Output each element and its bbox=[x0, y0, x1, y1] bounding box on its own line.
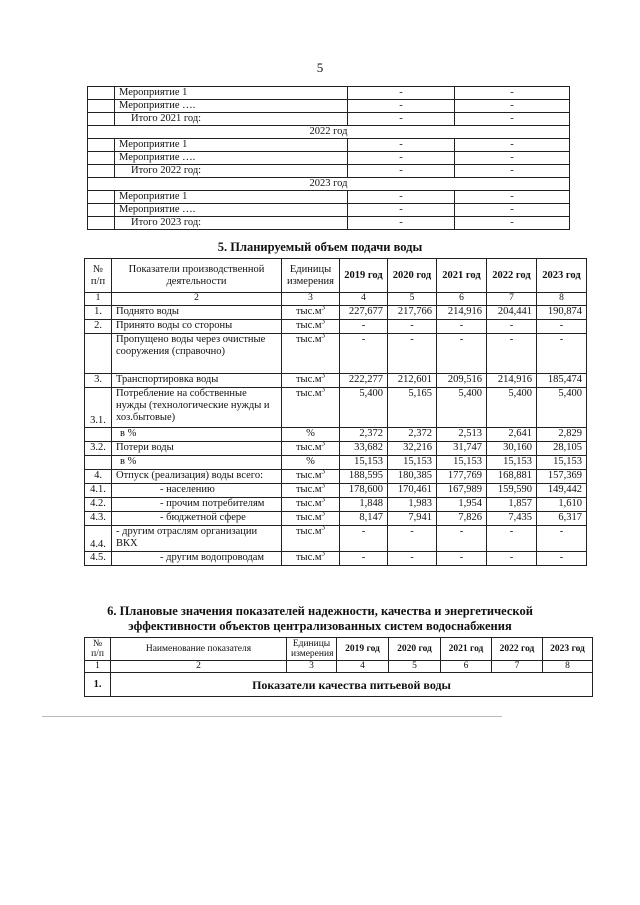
row-value: 167,989 bbox=[437, 484, 487, 498]
row-value: 5,400 bbox=[340, 388, 388, 428]
col-header-year: 2019 год bbox=[337, 638, 389, 661]
row-value: 180,385 bbox=[388, 470, 437, 484]
col-index: 7 bbox=[487, 293, 537, 306]
row-value: 188,595 bbox=[340, 470, 388, 484]
row-value: 5,400 bbox=[487, 388, 537, 428]
row-value: 1,857 bbox=[487, 498, 537, 512]
row-name: Отпуск (реализация) воды всего: bbox=[112, 470, 282, 484]
col-index: 3 bbox=[287, 661, 337, 673]
row-value: 185,474 bbox=[537, 374, 587, 388]
row-value: 8,147 bbox=[340, 512, 388, 526]
section-5-title: 5. Планируемый объем подачи воды bbox=[217, 240, 423, 254]
row-value: - bbox=[348, 204, 455, 217]
table-row bbox=[88, 139, 570, 152]
row-value: - bbox=[348, 87, 455, 100]
year-label: 2022 год bbox=[88, 126, 570, 139]
row-unit bbox=[282, 388, 340, 428]
col-header-indicator: Показатели производственной деятельности bbox=[112, 259, 282, 293]
index-row bbox=[85, 661, 593, 673]
row-value: 170,461 bbox=[388, 484, 437, 498]
row-value: 6,317 bbox=[537, 512, 587, 526]
row-value: 149,442 bbox=[537, 484, 587, 498]
unit-superscript: 3 bbox=[321, 483, 326, 490]
table-row bbox=[85, 512, 587, 526]
row-unit bbox=[282, 334, 340, 374]
row-value: - bbox=[455, 217, 570, 230]
row-value: 177,769 bbox=[437, 470, 487, 484]
table-row bbox=[85, 552, 587, 566]
unit-superscript: 3 bbox=[321, 373, 326, 380]
row-value: - bbox=[455, 165, 570, 178]
row-value: - bbox=[388, 526, 437, 552]
row-value: - bbox=[437, 320, 487, 334]
row-name: в % bbox=[112, 456, 282, 470]
row-unit bbox=[282, 526, 340, 552]
row-name: - другим отраслям организации ВКХ bbox=[112, 526, 282, 552]
row-unit bbox=[282, 484, 340, 498]
row-value: 28,105 bbox=[537, 442, 587, 456]
table-row bbox=[85, 456, 587, 470]
activities-table bbox=[87, 86, 570, 230]
col-index: 5 bbox=[389, 661, 441, 673]
row-label: Мероприятие 1 bbox=[115, 191, 348, 204]
col-header-units: Единицы измерения bbox=[287, 638, 337, 661]
table-row bbox=[85, 673, 593, 697]
row-value: - bbox=[455, 204, 570, 217]
row-num bbox=[88, 165, 115, 178]
table-row bbox=[88, 165, 570, 178]
row-value: 5,165 bbox=[388, 388, 437, 428]
row-value: 15,153 bbox=[340, 456, 388, 470]
col-header-year: 2023 год bbox=[537, 259, 587, 293]
table-row bbox=[88, 152, 570, 165]
row-value: - bbox=[487, 526, 537, 552]
section-6-title-line2: эффективности объектов централизованных систем водоснабжения bbox=[128, 619, 512, 633]
table-row bbox=[88, 191, 570, 204]
row-unit bbox=[282, 442, 340, 456]
unit-text: % bbox=[306, 428, 315, 439]
row-value: - bbox=[348, 191, 455, 204]
row-value: 15,153 bbox=[487, 456, 537, 470]
table-row bbox=[85, 526, 587, 552]
col-header-num: № п/п bbox=[85, 259, 112, 293]
row-value: - bbox=[455, 152, 570, 165]
row-value: 159,590 bbox=[487, 484, 537, 498]
row-value: 217,766 bbox=[388, 306, 437, 320]
row-unit bbox=[282, 374, 340, 388]
row-value: 1,610 bbox=[537, 498, 587, 512]
row-unit bbox=[282, 552, 340, 566]
row-value: 227,677 bbox=[340, 306, 388, 320]
row-value: - bbox=[455, 100, 570, 113]
unit-text: тыс.м bbox=[295, 442, 322, 453]
row-num bbox=[88, 217, 115, 230]
row-value: 212,601 bbox=[388, 374, 437, 388]
col-index: 1 bbox=[85, 661, 111, 673]
table-row bbox=[88, 217, 570, 230]
row-name: в % bbox=[112, 428, 282, 442]
row-num: 4.3. bbox=[85, 512, 112, 526]
unit-text: тыс.м bbox=[295, 552, 322, 563]
row-value: - bbox=[348, 152, 455, 165]
row-value: - bbox=[340, 320, 388, 334]
row-name: Пропущено воды через очистные сооружения (справочно) bbox=[112, 334, 282, 374]
table-row bbox=[85, 484, 587, 498]
row-label: Итого 2023 год: bbox=[115, 217, 348, 230]
col-header-units: Единицы измерения bbox=[282, 259, 340, 293]
row-num: 3. bbox=[85, 374, 112, 388]
col-header-year: 2021 год bbox=[441, 638, 492, 661]
col-index: 2 bbox=[112, 293, 282, 306]
row-unit bbox=[282, 428, 340, 442]
row-num: 4.4. bbox=[85, 526, 112, 552]
unit-text: тыс.м bbox=[295, 320, 322, 331]
year-row bbox=[88, 126, 570, 139]
unit-text: тыс.м bbox=[295, 388, 322, 399]
row-value: - bbox=[437, 552, 487, 566]
row-value: - bbox=[348, 113, 455, 126]
row-value: 2,641 bbox=[487, 428, 537, 442]
table-row bbox=[85, 428, 587, 442]
row-value: 7,826 bbox=[437, 512, 487, 526]
row-value: 2,372 bbox=[388, 428, 437, 442]
row-unit bbox=[282, 470, 340, 484]
table-header-row bbox=[85, 638, 593, 661]
row-value: 1,983 bbox=[388, 498, 437, 512]
table-row bbox=[88, 113, 570, 126]
col-header-year: 2023 год bbox=[543, 638, 593, 661]
water-supply-table bbox=[84, 258, 587, 566]
col-index: 4 bbox=[337, 661, 389, 673]
row-value: - bbox=[455, 191, 570, 204]
row-label: Мероприятие …. bbox=[115, 204, 348, 217]
table-row bbox=[85, 442, 587, 456]
row-label: Мероприятие …. bbox=[115, 152, 348, 165]
row-value: - bbox=[348, 139, 455, 152]
unit-text: тыс.м bbox=[295, 306, 322, 317]
unit-superscript: 3 bbox=[321, 551, 326, 558]
row-value: 1,954 bbox=[437, 498, 487, 512]
row-num bbox=[88, 113, 115, 126]
row-value: 5,400 bbox=[537, 388, 587, 428]
row-value: - bbox=[388, 552, 437, 566]
unit-superscript: 3 bbox=[321, 497, 326, 504]
unit-text: тыс.м bbox=[295, 526, 322, 537]
indicators-table bbox=[84, 637, 593, 697]
unit-superscript: 3 bbox=[321, 469, 326, 476]
row-value: - bbox=[348, 217, 455, 230]
row-value: - bbox=[487, 334, 537, 374]
row-num bbox=[88, 152, 115, 165]
table-row bbox=[85, 306, 587, 320]
row-value: 204,441 bbox=[487, 306, 537, 320]
row-unit bbox=[282, 512, 340, 526]
table-row bbox=[85, 374, 587, 388]
row-value: 157,369 bbox=[537, 470, 587, 484]
row-value: - bbox=[437, 334, 487, 374]
year-row bbox=[88, 178, 570, 191]
row-num bbox=[85, 456, 112, 470]
row-value: 209,516 bbox=[437, 374, 487, 388]
row-num bbox=[85, 428, 112, 442]
row-num: 3.2. bbox=[85, 442, 112, 456]
row-name: - населению bbox=[112, 484, 282, 498]
col-index: 4 bbox=[340, 293, 388, 306]
col-header-year: 2022 год bbox=[487, 259, 537, 293]
col-header-year: 2020 год bbox=[388, 259, 437, 293]
row-num: 4.1. bbox=[85, 484, 112, 498]
row-value: - bbox=[455, 113, 570, 126]
year-label: 2023 год bbox=[88, 178, 570, 191]
unit-text: тыс.м bbox=[295, 512, 322, 523]
row-name: - бюджетной сфере bbox=[112, 512, 282, 526]
unit-superscript: 3 bbox=[321, 525, 326, 532]
unit-text: тыс.м bbox=[295, 374, 322, 385]
row-num: 4. bbox=[85, 470, 112, 484]
unit-text: % bbox=[306, 456, 315, 467]
unit-text: тыс.м bbox=[295, 470, 322, 481]
row-value: - bbox=[348, 100, 455, 113]
table-row bbox=[85, 334, 587, 374]
col-index: 5 bbox=[388, 293, 437, 306]
table-row bbox=[85, 320, 587, 334]
row-value: - bbox=[537, 320, 587, 334]
row-value: - bbox=[340, 334, 388, 374]
table-row bbox=[88, 204, 570, 217]
page-number: 5 bbox=[316, 60, 324, 75]
row-value: 1,848 bbox=[340, 498, 388, 512]
row-value: 15,153 bbox=[437, 456, 487, 470]
table-row bbox=[85, 388, 587, 428]
row-num: 1. bbox=[85, 673, 111, 697]
row-label: Мероприятие 1 bbox=[115, 87, 348, 100]
row-value: 7,435 bbox=[487, 512, 537, 526]
row-num: 4.5. bbox=[85, 552, 112, 566]
row-value: 33,682 bbox=[340, 442, 388, 456]
table-row bbox=[88, 87, 570, 100]
row-name: - другим водопроводам bbox=[112, 552, 282, 566]
row-label: Показатели качества питьевой воды bbox=[111, 673, 593, 697]
row-value: - bbox=[388, 334, 437, 374]
unit-superscript: 3 bbox=[321, 333, 326, 340]
row-name: Потери воды bbox=[112, 442, 282, 456]
row-label: Мероприятие …. bbox=[115, 100, 348, 113]
col-index: 7 bbox=[492, 661, 543, 673]
table-row bbox=[85, 470, 587, 484]
col-index: 2 bbox=[111, 661, 287, 673]
row-label: Итого 2021 год: bbox=[115, 113, 348, 126]
unit-superscript: 3 bbox=[321, 511, 326, 518]
row-value: 15,153 bbox=[537, 456, 587, 470]
row-value: - bbox=[487, 320, 537, 334]
row-value: 7,941 bbox=[388, 512, 437, 526]
row-value: - bbox=[487, 552, 537, 566]
row-name: Поднято воды bbox=[112, 306, 282, 320]
index-row bbox=[85, 293, 587, 306]
row-num: 4.2. bbox=[85, 498, 112, 512]
table-header-row bbox=[85, 259, 587, 293]
unit-superscript: 3 bbox=[321, 387, 326, 394]
row-value: - bbox=[340, 526, 388, 552]
row-unit bbox=[282, 320, 340, 334]
row-value: 222,277 bbox=[340, 374, 388, 388]
col-index: 6 bbox=[437, 293, 487, 306]
row-value: 2,513 bbox=[437, 428, 487, 442]
row-value: 2,829 bbox=[537, 428, 587, 442]
row-num: 2. bbox=[85, 320, 112, 334]
col-header-year: 2019 год bbox=[340, 259, 388, 293]
table-row bbox=[88, 100, 570, 113]
row-value: - bbox=[537, 552, 587, 566]
row-value: - bbox=[348, 165, 455, 178]
row-value: 2,372 bbox=[340, 428, 388, 442]
row-value: - bbox=[437, 526, 487, 552]
row-num bbox=[85, 334, 112, 374]
row-num bbox=[88, 191, 115, 204]
row-num bbox=[88, 100, 115, 113]
row-label: Итого 2022 год: bbox=[115, 165, 348, 178]
col-index: 8 bbox=[543, 661, 593, 673]
col-header-num: № п/п bbox=[85, 638, 111, 661]
row-value: - bbox=[537, 526, 587, 552]
col-header-indicator: Наименование показателя bbox=[111, 638, 287, 661]
row-unit bbox=[282, 306, 340, 320]
col-index: 1 bbox=[85, 293, 112, 306]
col-index: 8 bbox=[537, 293, 587, 306]
section-6-title-line1: 6. Плановые значения показателей надежности, качества и энергетической bbox=[107, 604, 533, 618]
row-num bbox=[88, 139, 115, 152]
row-num: 3.1. bbox=[85, 388, 112, 428]
row-value: 30,160 bbox=[487, 442, 537, 456]
row-value: 214,916 bbox=[437, 306, 487, 320]
row-value: 15,153 bbox=[388, 456, 437, 470]
table-row bbox=[85, 498, 587, 512]
unit-superscript: 3 bbox=[321, 441, 326, 448]
row-num: 1. bbox=[85, 306, 112, 320]
row-num bbox=[88, 204, 115, 217]
col-index: 6 bbox=[441, 661, 492, 673]
row-label: Мероприятие 1 bbox=[115, 139, 348, 152]
row-unit bbox=[282, 456, 340, 470]
unit-text: тыс.м bbox=[295, 334, 322, 345]
row-unit bbox=[282, 498, 340, 512]
row-value: 32,216 bbox=[388, 442, 437, 456]
row-name: - прочим потребителям bbox=[112, 498, 282, 512]
col-header-year: 2021 год bbox=[437, 259, 487, 293]
col-index: 3 bbox=[282, 293, 340, 306]
row-name: Транспортировка воды bbox=[112, 374, 282, 388]
row-value: - bbox=[537, 334, 587, 374]
row-value: 178,600 bbox=[340, 484, 388, 498]
row-value: 31,747 bbox=[437, 442, 487, 456]
row-value: - bbox=[455, 139, 570, 152]
row-num bbox=[88, 87, 115, 100]
row-name: Потребление на собственные нужды (технологические нужды и хоз.бытовые) bbox=[112, 388, 282, 428]
unit-superscript: 3 bbox=[321, 319, 326, 326]
col-header-year: 2020 год bbox=[389, 638, 441, 661]
row-value: 214,916 bbox=[487, 374, 537, 388]
unit-superscript: 3 bbox=[321, 305, 326, 312]
row-value: 168,881 bbox=[487, 470, 537, 484]
row-value: - bbox=[455, 87, 570, 100]
scan-artifact-line bbox=[42, 716, 502, 717]
row-value: - bbox=[388, 320, 437, 334]
row-value: 190,874 bbox=[537, 306, 587, 320]
unit-text: тыс.м bbox=[295, 498, 322, 509]
row-name: Принято воды со стороны bbox=[112, 320, 282, 334]
col-header-year: 2022 год bbox=[492, 638, 543, 661]
row-value: 5,400 bbox=[437, 388, 487, 428]
unit-text: тыс.м bbox=[295, 484, 322, 495]
row-value: - bbox=[340, 552, 388, 566]
